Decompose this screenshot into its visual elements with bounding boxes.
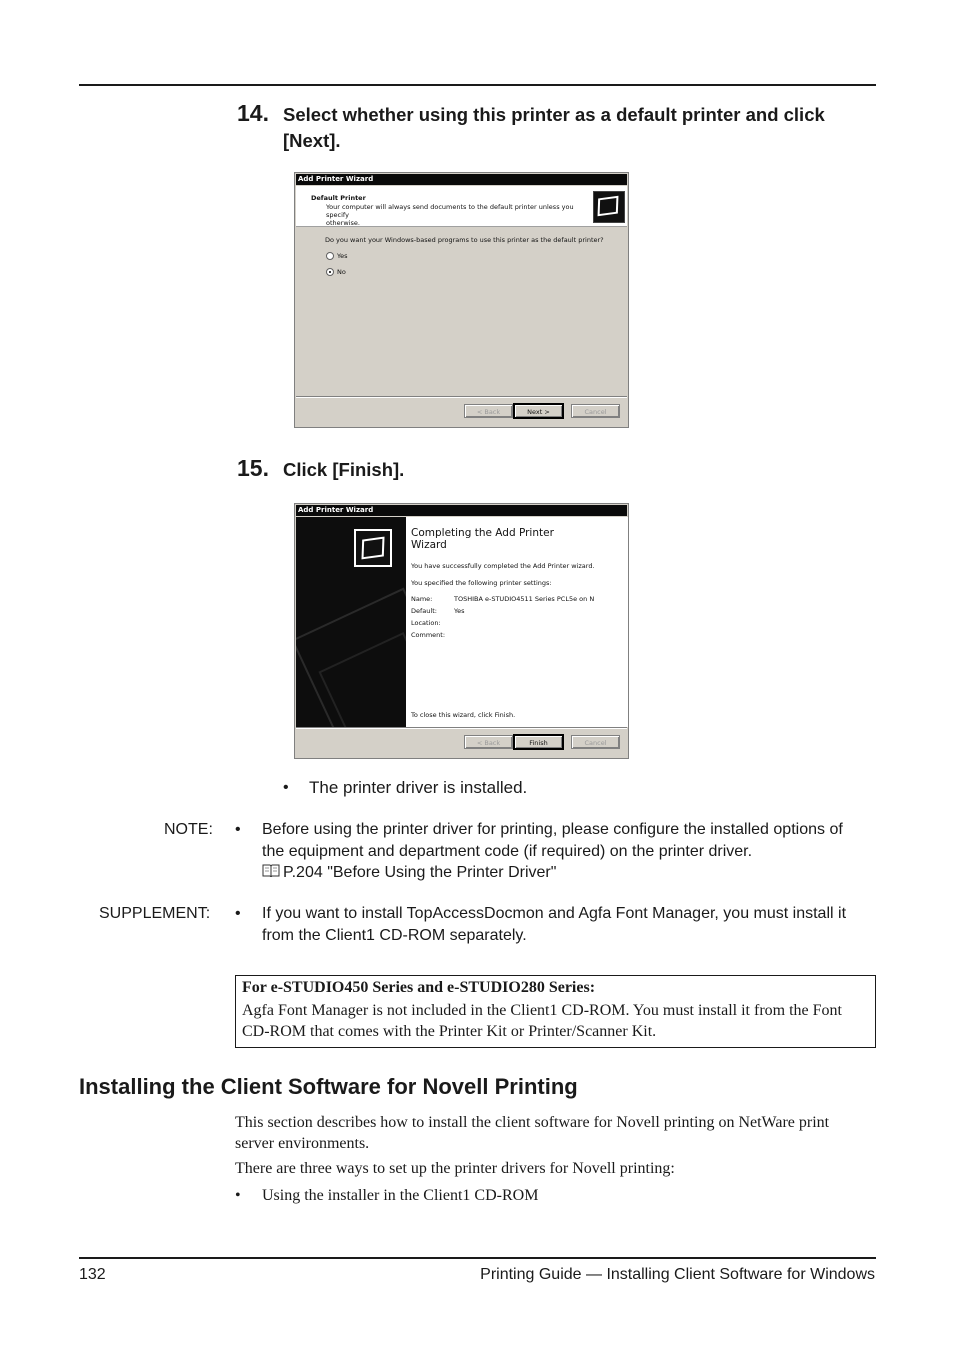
header-desc-line: otherwise. [326,219,360,227]
setting-value: TOSHIBA e-STUDIO4511 Series PCL5e on N [454,595,595,603]
note-reference[interactable] [262,862,876,884]
default-question: Do you want your Windows-based programs to use this printer as the default printer? [325,236,604,244]
add-printer-wizard-dialog-complete [294,503,629,759]
boxed-note [235,975,876,1048]
bullet-dot: • [283,779,289,796]
setting-key: Default: [411,607,437,615]
printer-icon [354,529,392,567]
radio-yes[interactable] [326,252,334,260]
back-button[interactable]: < Back [464,404,513,418]
add-printer-wizard-dialog-default [294,172,629,428]
radio-yes-label: Yes [337,252,348,260]
header-description [326,203,591,227]
header-desc-line: Your computer will always send documents to the default printer unless you specify [326,203,574,219]
paragraph-line: This section describes how to install the client software for Novell printing on NetWare print [235,1114,830,1131]
step-number: 14. [237,100,269,126]
supplement-label: SUPPLEMENT: [99,905,211,922]
top-rule [79,84,876,86]
boxed-note-body [242,1001,872,1042]
next-button[interactable]: Next > [514,404,563,418]
setting-value: Yes [454,607,465,615]
page-number: 132 [79,1266,106,1283]
setting-key: Name: [411,595,433,603]
note-line: the equipment and department code (if required) on the printer driver. [262,842,753,860]
cancel-button[interactable]: Cancel [571,735,620,749]
radio-no[interactable] [326,268,334,276]
section-heading: Installing the Client Software for Novell Printing [79,1074,578,1099]
footer-rule [79,1257,876,1259]
wizard-heading [411,527,554,551]
header-title: Default Printer [311,194,366,202]
boxed-note-line: Agfa Font Manager is not included in the Client1 CD-ROM. You must install it from the Font [242,1002,842,1019]
close-hint: To close this wizard, click Finish. [411,711,516,719]
dialog-header [296,186,627,227]
section-bullet: Using the installer in the Client1 CD-ROM [262,1187,539,1204]
note-label: NOTE: [164,821,213,838]
bullet-dot: • [235,905,241,922]
note-body [262,819,876,884]
step-text-line: [Next]. [283,130,341,151]
supplement-line: If you want to install TopAccessDocmon and Agfa Font Manager, you must install it [262,905,847,922]
step-instruction: Click [Finish]. [283,459,405,480]
setting-key: Comment: [411,631,446,639]
wizard-content-panel [406,517,628,727]
dialog-separator [296,396,627,398]
settings-intro: You specified the following printer settings: [411,579,552,587]
dialog-separator [296,727,627,729]
back-button[interactable]: < Back [464,735,513,749]
note-ref-text: P.204 "Before Using the Printer Driver" [283,864,557,881]
supplement-body [262,903,876,946]
bullet-dot: • [235,1187,241,1204]
installed-text: The printer driver is installed. [309,778,528,797]
note-line: Before using the printer driver for printing, please configure the installed options of [262,821,843,838]
setting-key: Location: [411,619,441,627]
dialog-title-bar: Add Printer Wizard [296,174,627,185]
boxed-note-title: For e-STUDIO450 Series and e-STUDIO280 Series: [242,979,596,996]
section-paragraph [235,1113,876,1154]
wizard-side-banner [296,517,406,727]
boxed-note-line: CD-ROM that comes with the Printer Kit or Printer/Scanner Kit. [242,1022,657,1040]
step-number: 15. [237,455,269,481]
step-text-line: Select whether using this printer as a default printer and click [283,104,825,125]
radio-no-label: No [337,268,346,276]
success-text: You have successfully completed the Add Printer wizard. [411,562,595,570]
dialog-title-bar: Add Printer Wizard [296,505,627,516]
wizard-heading-line: Wizard [411,539,447,551]
step-instruction [283,102,883,154]
cancel-button[interactable]: Cancel [571,404,620,418]
section-paragraph: There are three ways to set up the printer drivers for Novell printing: [235,1160,675,1177]
printer-icon [593,191,625,223]
book-icon [262,862,280,884]
footer-title: Printing Guide — Installing Client Software for Windows [480,1266,875,1283]
wizard-heading-line: Completing the Add Printer [411,527,554,539]
supplement-line: from the Client1 CD-ROM separately. [262,926,527,944]
finish-button[interactable]: Finish [514,735,563,749]
paragraph-line: server environments. [235,1134,370,1152]
bullet-dot: • [235,821,241,838]
